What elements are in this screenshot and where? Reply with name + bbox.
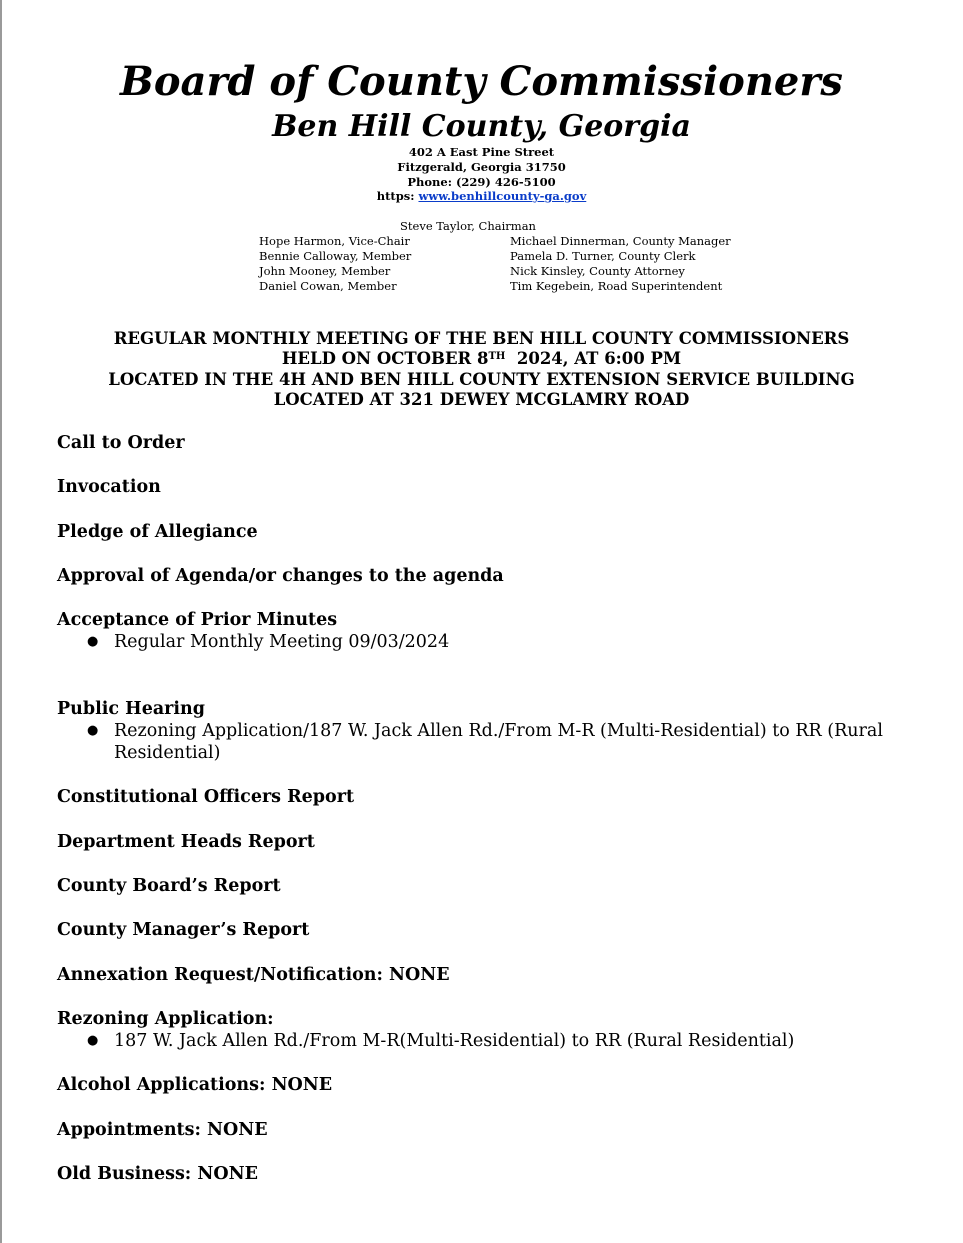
agenda-county-manager: County Manager’s Report	[57, 920, 310, 940]
roster-left-3: John Mooney, Member	[259, 264, 391, 278]
agenda-department-heads: Department Heads Report	[57, 832, 315, 852]
chairman: Steve Taylor, Chairman	[400, 219, 536, 233]
bullet-icon: ●	[87, 1033, 99, 1048]
roster-right-3: Nick Kinsley, County Attorney	[510, 264, 685, 278]
roster-right-1: Michael Dinnerman, County Manager	[510, 234, 731, 248]
agenda-alcohol: Alcohol Applications: NONE	[57, 1075, 333, 1095]
meeting-date-ordinal: TH	[488, 351, 506, 362]
agenda-county-board: County Board’s Report	[57, 876, 281, 896]
agenda-old-business: Old Business: NONE	[57, 1164, 258, 1184]
agenda-constitutional-officers: Constitutional Officers Report	[57, 787, 355, 807]
public-hearing-item: Rezoning Application/187 W. Jack Allen Rd./From M-R (Multi-Residential) to RR (Rural Residential)	[114, 721, 883, 763]
bullet-icon: ●	[87, 723, 99, 738]
phone-number: Phone: (229) 426-5100	[407, 175, 556, 189]
meeting-heading-1: REGULAR MONTHLY MEETING OF THE BEN HILL COUNTY COMMISSIONERS	[113, 329, 850, 348]
website-link[interactable]: www.benhillcounty-ga.gov	[418, 189, 587, 203]
roster-left-2: Bennie Calloway, Member	[259, 249, 412, 263]
agenda-approval: Approval of Agenda/or changes to the agenda	[57, 566, 504, 586]
agenda-call-to-order: Call to Order	[57, 433, 185, 453]
agenda-public-hearing: Public Hearing	[57, 699, 205, 719]
agenda-appointments: Appointments: NONE	[57, 1120, 268, 1140]
street-address: 402 A East Pine Street	[408, 145, 555, 159]
bullet-icon: ●	[87, 634, 99, 649]
city-address: Fitzgerald, Georgia 31750	[397, 160, 566, 174]
meeting-heading-2	[0, 349, 963, 369]
meeting-date-prefix: HELD ON OCTOBER 8	[281, 349, 489, 368]
website-prefix: https:	[376, 189, 415, 203]
roster-left-4: Daniel Cowan, Member	[259, 279, 397, 293]
document-subtitle: Ben Hill County, Georgia	[272, 109, 691, 144]
meeting-heading-3: LOCATED IN THE 4H AND BEN HILL COUNTY EXTENSION SERVICE BUILDING	[108, 370, 855, 389]
agenda-pledge: Pledge of Allegiance	[57, 522, 258, 542]
roster-right-4: Tim Kegebein, Road Superintendent	[510, 279, 723, 293]
roster-right-2: Pamela D. Turner, County Clerk	[510, 249, 696, 263]
prior-minutes-item: Regular Monthly Meeting 09/03/2024	[114, 632, 450, 652]
website-line	[0, 189, 963, 204]
agenda-rezoning: Rezoning Application:	[57, 1009, 274, 1029]
document-title: Board of County Commissioners	[120, 58, 843, 105]
agenda-invocation: Invocation	[57, 477, 161, 497]
meeting-date-suffix: 2024, AT 6:00 PM	[505, 349, 682, 368]
meeting-heading-4: LOCATED AT 321 DEWEY MCGLAMRY ROAD	[273, 390, 690, 409]
agenda-annexation: Annexation Request/Notification: NONE	[57, 965, 450, 985]
roster-left-1: Hope Harmon, Vice-Chair	[259, 234, 410, 248]
rezoning-item: 187 W. Jack Allen Rd./From M-R(Multi-Residential) to RR (Rural Residential)	[114, 1031, 795, 1051]
agenda-prior-minutes: Acceptance of Prior Minutes	[57, 610, 338, 630]
